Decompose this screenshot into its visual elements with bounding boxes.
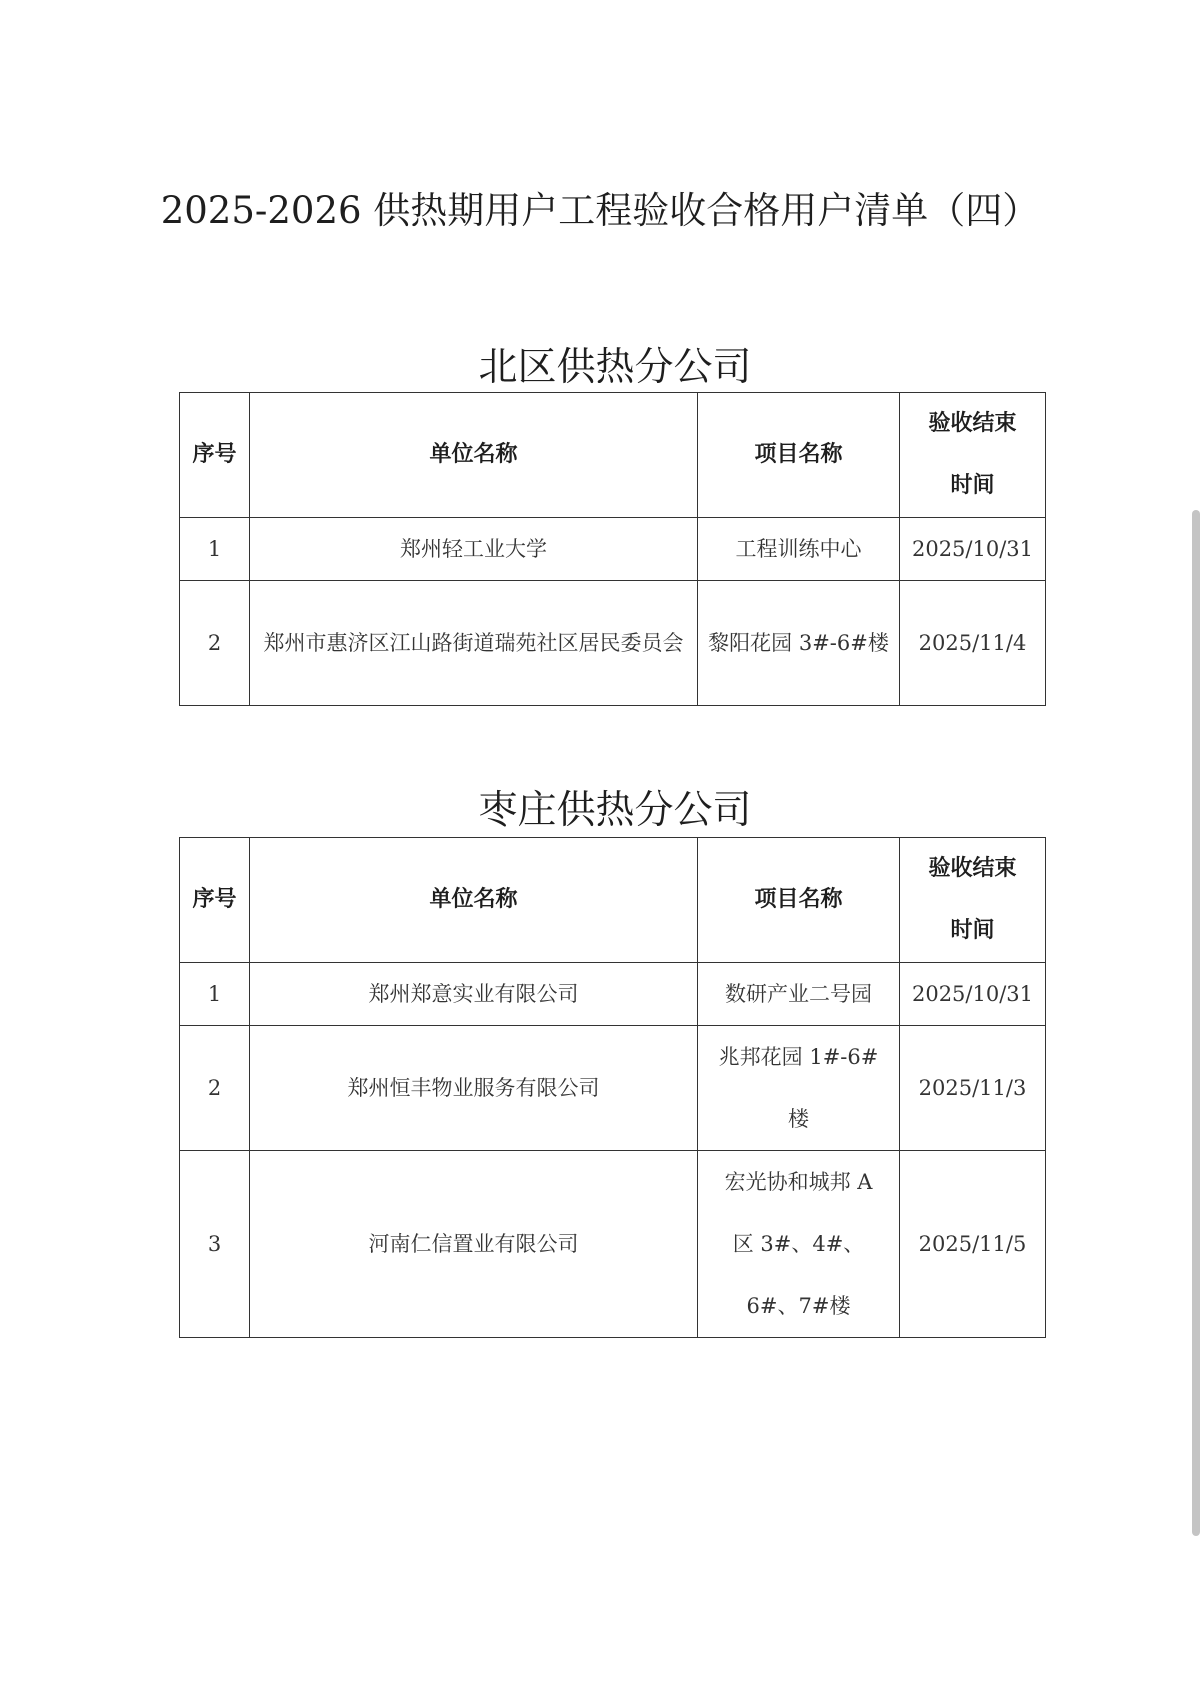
- header-unit-name: 单位名称: [250, 393, 698, 518]
- cell-index: 1: [180, 963, 250, 1026]
- cell-project-name: 工程训练中心: [698, 518, 900, 581]
- cell-acceptance-date: 2025/11/3: [900, 1026, 1046, 1151]
- cell-acceptance-date: 2025/11/4: [900, 581, 1046, 706]
- cell-unit-name: 郑州恒丰物业服务有限公司: [250, 1026, 698, 1151]
- header-index: 序号: [180, 838, 250, 963]
- cell-project-name: 宏光协和城邦 A 区 3#、4#、6#、7#楼: [698, 1151, 900, 1338]
- cell-project-name: 黎阳花园 3#-6#楼: [698, 581, 900, 706]
- table-header-row: [180, 838, 1046, 963]
- cell-index: 3: [180, 1151, 250, 1338]
- cell-unit-name: 郑州轻工业大学: [250, 518, 698, 581]
- header-index: 序号: [180, 393, 250, 518]
- cell-project-name: 数研产业二号园: [698, 963, 900, 1026]
- table-row: [180, 1026, 1046, 1151]
- cell-index: 2: [180, 1026, 250, 1151]
- cell-index: 1: [180, 518, 250, 581]
- section-title-north: 北区供热分公司: [478, 345, 752, 390]
- header-project-name: 项目名称: [698, 838, 900, 963]
- zaozhuang-district-table: [179, 837, 1046, 1338]
- vertical-scrollbar[interactable]: [1192, 510, 1200, 1536]
- cell-unit-name: 郑州郑意实业有限公司: [250, 963, 698, 1026]
- header-project-name: 项目名称: [698, 393, 900, 518]
- table-row: [180, 518, 1046, 581]
- document-title: 2025-2026 供热期用户工程验收合格用户清单（四）: [160, 189, 1040, 232]
- cell-unit-name: 河南仁信置业有限公司: [250, 1151, 698, 1338]
- cell-acceptance-date: 2025/10/31: [900, 518, 1046, 581]
- header-unit-name: 单位名称: [250, 838, 698, 963]
- cell-index: 2: [180, 581, 250, 706]
- table-row: [180, 581, 1046, 706]
- cell-acceptance-date: 2025/10/31: [900, 963, 1046, 1026]
- table-row: [180, 1151, 1046, 1338]
- cell-acceptance-date: 2025/11/5: [900, 1151, 1046, 1338]
- header-acceptance-date: 验收结束时间: [900, 838, 1046, 963]
- table-header-row: [180, 393, 1046, 518]
- north-district-table: [179, 392, 1046, 706]
- section-title-zaozhuang: 枣庄供热分公司: [478, 788, 752, 833]
- cell-unit-name: 郑州市惠济区江山路街道瑞苑社区居民委员会: [250, 581, 698, 706]
- table-row: [180, 963, 1046, 1026]
- cell-project-name: 兆邦花园 1#-6#楼: [698, 1026, 900, 1151]
- header-acceptance-date: 验收结束时间: [900, 393, 1046, 518]
